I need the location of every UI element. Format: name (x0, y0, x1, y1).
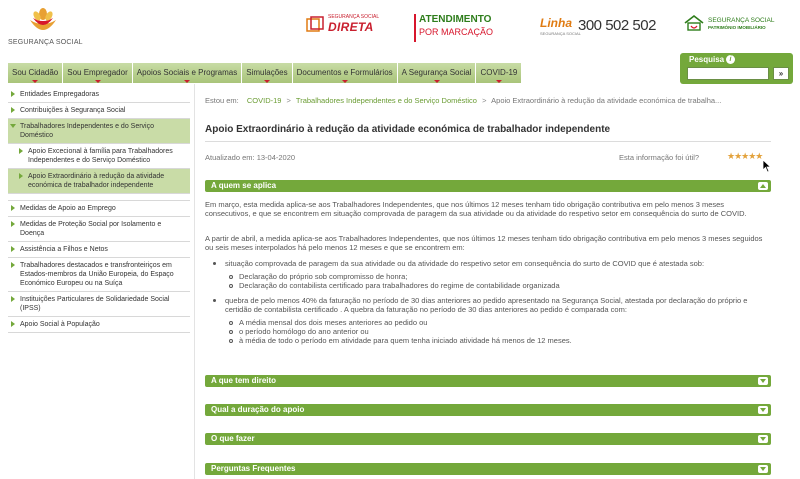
sidebar-item-entidades-empregadoras[interactable] (8, 87, 190, 103)
mouse-cursor-icon (762, 159, 772, 173)
list-item (213, 296, 769, 314)
accordion-label: Perguntas Frequentes (211, 464, 296, 473)
nav-documentos[interactable] (293, 63, 398, 83)
list-subitem (213, 281, 769, 290)
nav-label: Sou Cidadão (12, 68, 59, 77)
arrow-right-icon (11, 91, 15, 97)
list-item-text: à média de todo o período em atividade para quem tenha iniciado atividade há menos de 12 meses. (239, 336, 572, 345)
sidebar-item-label: Trabalhadores destacados e transfronteiriços em Estados-membros da União Europeia, do Espaço Económico Europeu ou na Suíça (20, 262, 174, 287)
paragraph-abril: A partir de abril, a medida aplica-se aos Trabalhadores Independentes, que nos últimos 12 meses tenham tido obrigação contributiva em pelo menos 3 meses seguidos ou seis meses interpolados há pelo menos 12 meses e que se encontrem em: (205, 234, 763, 252)
chevron-down-icon (184, 80, 190, 83)
arrow-right-icon (11, 246, 15, 252)
sidebar-divider (8, 194, 190, 201)
chevron-down-icon (264, 80, 270, 83)
expand-button[interactable] (758, 435, 768, 443)
page-title: Apoio Extraordinário à redução da atividade económica de trabalhador independente (205, 124, 611, 135)
accordion-label: Qual a duração do apoio (211, 405, 305, 414)
ssd-big-text: DIRETA (328, 20, 374, 34)
nav-label: Documentos e Formulários (296, 68, 393, 77)
accordion-o-que-fazer[interactable] (205, 433, 771, 445)
sidebar-item-label: Trabalhadores Independentes e do Serviço Doméstico (20, 123, 154, 139)
nav-sou-empregador[interactable] (63, 63, 132, 83)
logo-icon (26, 6, 60, 34)
sidebar-item-label: Assistência a Filhos e Netos (20, 246, 108, 253)
list-subitem (213, 336, 769, 345)
bullet-ring-icon (229, 275, 233, 279)
search-input[interactable] (687, 67, 769, 80)
accordion-label: A que tem direito (211, 376, 277, 385)
accordion-perguntas-frequentes[interactable] (205, 463, 771, 475)
list-item-text: o período homólogo do ano anterior ou (239, 327, 369, 336)
arrow-right-icon (11, 107, 15, 113)
sidebar-item-label: Medidas de Apoio ao Emprego (20, 205, 116, 212)
sidebar-subitem-apoio-excecional-familia[interactable] (8, 144, 190, 169)
bullet-icon (213, 299, 216, 302)
search-submit-button[interactable]: » (773, 67, 789, 80)
breadcrumb-separator: > (482, 96, 487, 105)
list-subitem (213, 327, 769, 336)
site-header (0, 0, 800, 56)
updated-date: Atualizado em: 13-04-2020 (205, 153, 296, 162)
sidebar-item-label: Apoio Extraordinário à redução da atividade económica de trabalhador independente (28, 173, 165, 189)
arrow-right-icon (11, 321, 15, 327)
chevron-down-icon (342, 80, 348, 83)
nav-label: Sou Empregador (67, 68, 128, 77)
accordion-a-que-tem-direito[interactable] (205, 375, 771, 387)
arrow-down-icon (10, 124, 16, 128)
search-label: Pesquisa (689, 55, 725, 64)
star-rating[interactable]: ★★★★★ (727, 151, 763, 161)
list-subitem (213, 318, 769, 327)
nav-label: Simulações (246, 68, 288, 77)
sidebar-subitem-apoio-extraordinario[interactable] (8, 169, 190, 194)
patrimonio-imobiliario-link[interactable] (683, 14, 795, 40)
bullet-ring-icon (229, 339, 233, 343)
bullet-icon (213, 262, 216, 265)
linha-logo-text: Linha (540, 16, 572, 30)
logo-text: SEGURANÇA SOCIAL (8, 39, 83, 46)
arrow-right-icon (11, 296, 15, 302)
chevron-down-icon (760, 379, 766, 383)
linha-phone-number: 300 502 502 (578, 17, 656, 34)
arrow-right-icon (11, 221, 15, 227)
linha-seguranca-social-link[interactable] (540, 14, 656, 44)
seguranca-social-logo[interactable] (8, 6, 83, 50)
chevron-down-icon (32, 80, 38, 83)
nav-label: COVID-19 (480, 68, 518, 77)
sidebar-item-label: Apoio Excecional à família para Trabalhadores Independentes e do Serviço Doméstico (28, 148, 173, 164)
rating-question: Esta informação foi útil? (619, 153, 700, 162)
paragraph-marco: Em março, esta medida aplica-se aos Trabalhadores Independentes, que nos últimos 12 meses tenham tido obrigação contributiva em pelo menos 3 meses consecutivos, e que se encontrem em situação comprovada de paragem da sua atividade ou da atividade do respetivo setor em consequência do surto de COVID. (205, 200, 747, 218)
sidebar-item-apoio-social-populacao[interactable] (8, 317, 190, 333)
breadcrumb-link-covid[interactable]: COVID-19 (246, 96, 282, 105)
accordion-label: A quem se aplica (211, 181, 277, 190)
arrow-right-icon (19, 173, 23, 179)
sidebar-item-label: Entidades Empregadoras (20, 91, 99, 98)
nav-sou-cidadao[interactable] (8, 63, 63, 83)
list-item-text: quebra de pelo menos 40% da faturação no período de 30 dias anteriores ao pedido apresentado na Segurança Social, atestada por declaração do próprio e certidão de contabilista certificado . A quebra da faturação no período de 30 dias anteriores ao pedido é comparada com: (225, 296, 748, 314)
expand-button[interactable] (758, 377, 768, 385)
sidebar-item-label: Medidas de Proteção Social por Isolamento e Doença (20, 221, 162, 237)
search-box (680, 53, 793, 84)
patrimonio-title: SEGURANÇA SOCIAL (708, 17, 775, 24)
list-item-text: situação comprovada de paragem da sua atividade ou da atividade do respetivo setor em consequência do surto de COVID que é atestada sob: (225, 259, 705, 268)
list-item-text: A média mensal dos dois meses anteriores ao pedido ou (239, 318, 428, 327)
expand-button[interactable] (758, 406, 768, 414)
atendimento-title: ATENDIMENTO (419, 14, 492, 25)
ssd-small-text: SEGURANÇA SOCIAL (328, 14, 380, 20)
list-item (213, 259, 769, 268)
nav-apoios-sociais[interactable] (133, 63, 243, 83)
chevron-down-icon (496, 80, 502, 83)
sidebar-item-ipss[interactable] (8, 292, 190, 317)
title-divider (205, 141, 771, 142)
chevron-down-icon (760, 467, 766, 471)
main-content (205, 96, 771, 473)
accordion-a-quem-se-aplica[interactable] (205, 180, 771, 192)
nav-label: A Segurança Social (401, 68, 472, 77)
expand-button[interactable] (758, 465, 768, 473)
nav-label: Apoios Sociais e Programas (136, 68, 238, 77)
criteria-list (213, 259, 769, 345)
column-divider (194, 84, 195, 479)
linha-small-text: SEGURANÇA SOCIAL (540, 31, 581, 36)
atendimento-por-marcacao-link[interactable] (414, 14, 504, 42)
list-item-text: Declaração do próprio sob compromisso de honra; (239, 272, 408, 281)
arrow-right-icon (11, 262, 15, 268)
main-navigation (8, 63, 518, 83)
nav-a-seguranca-social[interactable] (398, 63, 477, 83)
bullet-ring-icon (229, 330, 233, 334)
collapse-button[interactable] (758, 182, 768, 190)
bullet-ring-icon (229, 321, 233, 325)
nav-simulacoes[interactable] (242, 63, 292, 83)
list-subitem (213, 272, 769, 281)
arrow-right-icon (11, 205, 15, 211)
sidebar-item-trabalhadores-destacados[interactable] (8, 258, 190, 292)
patrimonio-subtitle: PATRIMÓNIO IMOBILIÁRIO (708, 25, 766, 30)
breadcrumb-prefix: Estou em: (205, 96, 239, 105)
sidebar-item-label: Instituições Particulares de Solidariedade Social (IPSS) (20, 296, 170, 312)
chevron-down-icon (434, 80, 440, 83)
atendimento-subtitle: POR MARCAÇÃO (419, 27, 494, 37)
breadcrumb (205, 96, 771, 108)
sidebar-item-assistencia-filhos[interactable] (8, 242, 190, 258)
list-item-text: Declaração do contabilista certificado para trabalhadores do regime de contabilidade organizada (239, 281, 560, 290)
house-icon (683, 14, 705, 32)
sidebar-item-label: Contribuições à Segurança Social (20, 107, 126, 114)
chevron-up-icon (760, 184, 766, 188)
info-icon[interactable]: i (726, 55, 735, 64)
sidebar-item-medidas-apoio-emprego[interactable] (8, 201, 190, 217)
breadcrumb-current: Apoio Extraordinário à redução da atividade económica de trabalha... (491, 96, 722, 105)
sidebar-item-protecao-social[interactable] (8, 217, 190, 242)
sidebar-item-label: Apoio Social à População (20, 321, 100, 328)
accordion-label: O que fazer (211, 434, 255, 443)
breadcrumb-link-trabalhadores[interactable]: Trabalhadores Independentes e do Serviço Doméstico (295, 96, 477, 105)
chevron-down-icon (95, 80, 101, 83)
sidebar-menu (8, 87, 190, 479)
breadcrumb-separator: > (286, 96, 291, 105)
chevron-down-icon (760, 437, 766, 441)
bullet-ring-icon (229, 284, 233, 288)
ssd-icon (306, 16, 324, 34)
sidebar-item-contribuicoes[interactable] (8, 103, 190, 119)
chevron-down-icon (760, 408, 766, 412)
seguranca-social-direta-link[interactable] (306, 14, 386, 40)
arrow-right-icon (19, 148, 23, 154)
accordion-qual-a-duracao[interactable] (205, 404, 771, 416)
sidebar-item-trabalhadores-independentes[interactable] (8, 119, 190, 144)
nav-covid-19[interactable] (476, 63, 522, 83)
